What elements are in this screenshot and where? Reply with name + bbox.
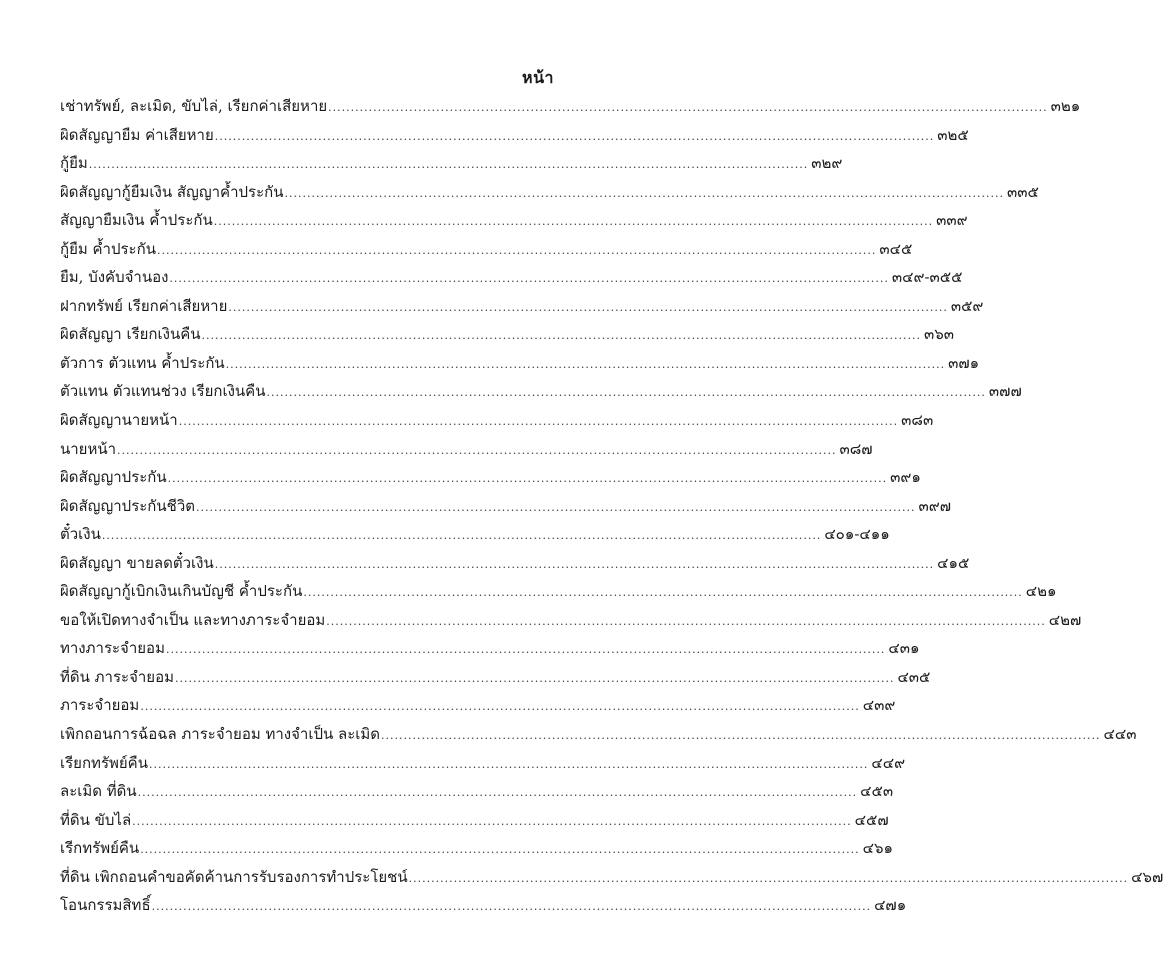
toc-entry-page-number: ๔๖๗ xyxy=(1131,867,1163,886)
toc-entry xyxy=(60,636,920,665)
toc-entry-page-number: ๔๕๓ xyxy=(860,782,894,801)
toc-entry xyxy=(60,237,913,266)
toc-entry-title: ตั๋วเงิน xyxy=(60,525,101,544)
toc-entry-page-number: ๓๒๙ xyxy=(811,154,843,173)
dot-leader xyxy=(214,215,933,228)
toc-entry xyxy=(60,208,968,237)
dot-leader xyxy=(381,729,1100,742)
toc-entry-title: เรีกทรัพย์คืน xyxy=(60,839,140,858)
toc-entry-title: ผิดสัญญานายหน้า xyxy=(60,411,178,430)
dot-leader xyxy=(284,187,1003,200)
dot-leader xyxy=(149,758,868,771)
toc-entry xyxy=(60,865,1163,894)
toc-entry-page-number: ๓๘๗ xyxy=(839,439,873,458)
toc-entry xyxy=(60,893,907,922)
toc-entry-page-number: ๔๓๑ xyxy=(888,639,920,658)
dot-leader xyxy=(140,843,859,856)
dot-leader xyxy=(326,615,1045,628)
dot-leader xyxy=(226,358,945,371)
toc-entry-title: ผิดสัญญาประกันชีวิต xyxy=(60,496,195,515)
toc-entry xyxy=(60,579,1057,608)
toc-entry xyxy=(60,294,984,323)
toc-entry-title: ที่ดิน ภาระจำยอม xyxy=(60,667,174,686)
dot-leader xyxy=(132,815,851,828)
toc-entry-title: เพิกถอนการฉ้อฉล ภาระจำยอม ทางจำเป็น ละเมิด xyxy=(60,725,381,744)
toc-entry-title: ผิดสัญญายืม ค่าเสียหาย xyxy=(60,125,214,144)
toc-entry-page-number: ๔๑๕ xyxy=(937,553,970,572)
toc-entry-page-number: ๔๒๗ xyxy=(1048,610,1082,629)
page-column-header: หน้า xyxy=(522,68,554,87)
dot-leader xyxy=(266,386,985,399)
dot-leader xyxy=(138,786,857,799)
toc-entry-title: กู้ยืม xyxy=(60,154,88,173)
toc-entry xyxy=(60,779,894,808)
toc-entry-title: ผิดสัญญากู้ยืมเงิน สัญญาค้ำประกัน xyxy=(60,182,284,201)
toc-entry xyxy=(60,123,969,152)
toc-entry-page-number: ๔๓๙ xyxy=(862,696,896,715)
toc-entry-title: ผิดสัญญาประกัน xyxy=(60,468,167,487)
toc-entry xyxy=(60,751,906,780)
toc-entry xyxy=(60,808,889,837)
toc-entry-title: ทางภาระจำยอม xyxy=(60,639,165,658)
toc-entry xyxy=(60,836,894,865)
dot-leader xyxy=(409,872,1128,885)
dot-leader xyxy=(157,244,876,257)
toc-entry-page-number: ๔๐๑-๔๑๑ xyxy=(824,525,890,544)
toc-entry-page-number: ๔๗๑ xyxy=(874,896,907,915)
toc-entry-page-number: ๔๓๕ xyxy=(897,667,931,686)
toc-entry-title: โอนกรรมสิทธิ์ xyxy=(60,896,151,915)
toc-entry-page-number: ๓๒๕ xyxy=(937,125,969,144)
toc-entry-page-number: ๓๓๕ xyxy=(1006,182,1039,201)
toc-entry-title: ยืม, บังคับจำนอง xyxy=(60,268,169,287)
toc-entry-title: ผิดสัญญากู้เบิกเงินเกินบัญชี ค้ำประกัน xyxy=(60,582,303,601)
toc-entry-page-number: ๓๗๗ xyxy=(988,382,1022,401)
dot-leader xyxy=(168,472,887,485)
toc-entry-page-number: ๓๔๕ xyxy=(879,239,913,258)
toc-entry xyxy=(60,693,896,722)
toc-entry xyxy=(60,94,1081,123)
toc-entry-page-number: ๓๗๑ xyxy=(948,353,980,372)
toc-entry xyxy=(60,608,1082,637)
toc-entry-title: ที่ดิน เพิกถอนคำขอคัดค้านการรับรองการทำประโยชน์ xyxy=(60,867,408,886)
toc-entry xyxy=(60,494,951,523)
toc-entry-title: ที่ดิน ขับไล่ xyxy=(60,810,132,829)
toc-entry xyxy=(60,408,934,437)
toc-entry-title: ผิดสัญญา เรียกเงินคืน xyxy=(60,325,201,344)
dot-leader xyxy=(228,301,947,314)
toc-entry xyxy=(60,465,921,494)
toc-entry-title: ละเมิด ที่ดิน xyxy=(60,782,137,801)
toc-entry-page-number: ๓๖๓ xyxy=(923,325,954,344)
dot-leader xyxy=(196,501,915,514)
toc-entry-page-number: ๓๒๑ xyxy=(1050,97,1081,115)
dot-leader xyxy=(102,529,821,542)
toc-entry xyxy=(60,180,1039,209)
dot-leader xyxy=(89,158,808,171)
toc-entry-page-number: ๔๔๓ xyxy=(1103,725,1137,744)
toc-entry-title: ฝากทรัพย์ เรียกค่าเสียหาย xyxy=(60,296,228,315)
toc-entry-page-number: ๓๘๓ xyxy=(901,411,934,430)
toc-entry xyxy=(60,151,843,180)
dot-leader xyxy=(152,900,871,913)
toc-entry-title: ภาระจำยอม xyxy=(60,696,140,715)
toc-entry-title: เช่าทรัพย์, ละเมิด, ขับไล่, เรียกค่าเสียหาย xyxy=(60,97,328,115)
toc-entry xyxy=(60,351,980,380)
dot-leader xyxy=(140,700,859,713)
dot-leader xyxy=(215,130,934,143)
toc-entry-page-number: ๓๔๙-๓๕๕ xyxy=(891,268,963,287)
toc-entry-title: ตัวการ ตัวแทน ค้ำประกัน xyxy=(60,353,225,372)
dot-leader xyxy=(179,415,898,428)
toc-entry-page-number: ๓๙๗ xyxy=(918,496,951,515)
toc-entry xyxy=(60,722,1137,751)
dot-leader xyxy=(328,101,1047,114)
dot-leader xyxy=(175,672,894,685)
toc-entry-page-number: ๓๓๙ xyxy=(936,211,968,230)
toc-entry-title: ขอให้เปิดทางจำเป็น และทางภาระจำยอม xyxy=(60,610,326,629)
toc-entry xyxy=(60,665,931,694)
toc-entry-page-number: ๓๕๙ xyxy=(950,296,984,315)
dot-leader xyxy=(202,329,921,342)
dot-leader xyxy=(166,643,885,656)
toc-entry xyxy=(60,322,954,351)
toc-entry xyxy=(60,437,873,466)
toc-entry-title: สัญญายืมเงิน ค้ำประกัน xyxy=(60,211,213,230)
dot-leader xyxy=(215,558,934,571)
toc-entry-title: กู้ยืม ค้ำประกัน xyxy=(60,239,156,258)
toc-entry-page-number: ๔๕๗ xyxy=(854,810,889,829)
toc-entry-title: นายหน้า xyxy=(60,439,117,458)
toc-entry-title: เรียกทรัพย์คืน xyxy=(60,753,148,772)
dot-leader xyxy=(169,272,888,285)
toc-entry xyxy=(60,551,970,580)
dot-leader xyxy=(117,444,836,457)
toc-entry-page-number: ๔๖๑ xyxy=(862,839,894,858)
table-of-contents xyxy=(60,94,1163,922)
toc-entry-page-number: ๓๙๑ xyxy=(890,468,921,487)
toc-entry xyxy=(60,265,963,294)
toc-entry-title: ตัวแทน ตัวแทนช่วง เรียกเงินคืน xyxy=(60,382,266,401)
toc-entry xyxy=(60,379,1022,408)
toc-entry xyxy=(60,522,890,551)
toc-entry-page-number: ๔๒๑ xyxy=(1025,582,1057,601)
toc-entry-title: ผิดสัญญา ขายลดตั๋วเงิน xyxy=(60,553,214,572)
dot-leader xyxy=(303,586,1022,599)
toc-entry-page-number: ๔๔๙ xyxy=(871,753,906,772)
